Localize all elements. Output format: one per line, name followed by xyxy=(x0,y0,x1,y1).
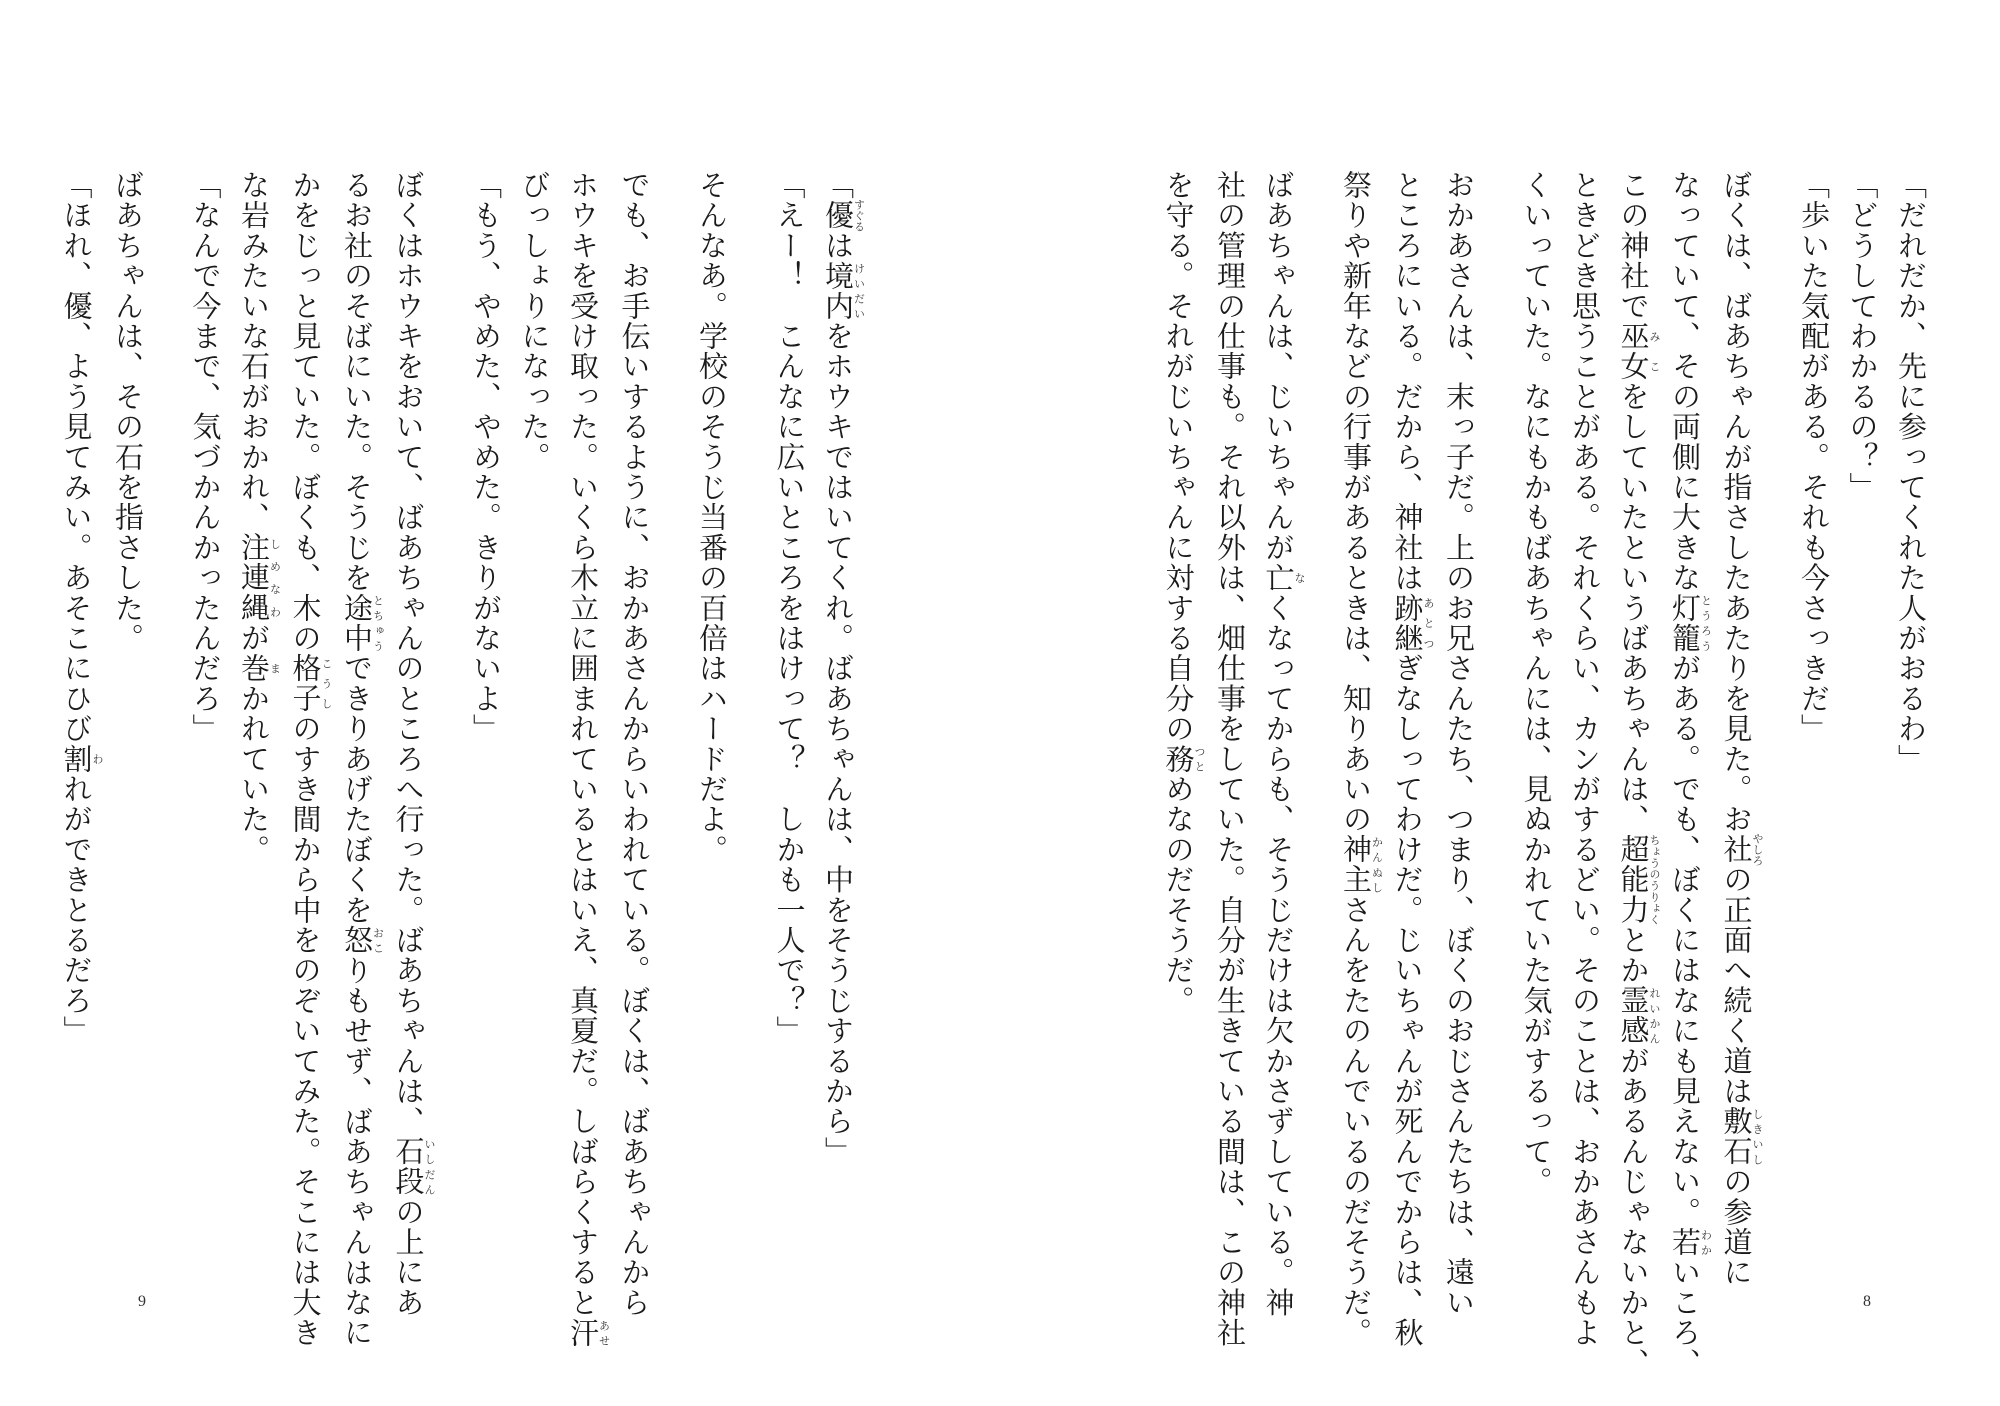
text-run: は xyxy=(821,230,855,261)
text-run: 「もう、やめた、やめた。きりがないよ」 xyxy=(469,170,503,744)
text-line xyxy=(1561,170,1610,1348)
ruby-base: 灯籠 xyxy=(1668,592,1702,654)
text-run: できりあげたぼくを xyxy=(340,653,374,926)
text-run: ばあちゃんは、その石を指さした。 xyxy=(111,170,145,654)
text-line xyxy=(1154,170,1206,1016)
text-line xyxy=(104,170,182,970)
text-line xyxy=(765,170,814,1046)
ruby-base: 注連縄 xyxy=(237,532,271,624)
ruby-word xyxy=(821,198,866,232)
text-run: の上にあ xyxy=(391,1196,426,1318)
text-run: がある。でも、ぼくにはなにも見えない。 xyxy=(1668,653,1702,1228)
ruby-word xyxy=(237,653,282,684)
text-run: 「ほれ、優、よう見てみい。あそこにひび xyxy=(59,170,94,744)
ruby-base: 途中 xyxy=(340,592,374,654)
text-line xyxy=(1512,170,1561,1197)
ruby-word xyxy=(1719,833,1764,867)
ruby-word xyxy=(1261,562,1306,593)
ruby-base: 敷石 xyxy=(1719,1106,1754,1167)
ruby-reading: おこ xyxy=(371,925,385,956)
ruby-base: 汗 xyxy=(566,1317,600,1348)
text-run: の正面へ続く道は xyxy=(1719,864,1754,1107)
ruby-reading: あせ xyxy=(597,1317,611,1348)
text-line xyxy=(688,170,766,970)
ruby-reading: あとつ xyxy=(1422,592,1435,654)
text-run: とか xyxy=(1616,925,1651,986)
text-run: があるんじゃないかと、 xyxy=(1616,1045,1651,1379)
right-page xyxy=(1000,0,2000,1406)
text-run: 「どうしてわかるの？」 xyxy=(1845,170,1880,503)
ruby-base: 社 xyxy=(1719,833,1754,866)
ruby-base: 格子 xyxy=(288,653,323,714)
ruby-word xyxy=(1390,592,1435,654)
text-run: な岩みたいな石がおかれ、 xyxy=(237,170,271,533)
ruby-base: 怒 xyxy=(340,925,374,956)
text-run: を守る。それがじいちゃんに対する自分の xyxy=(1161,170,1196,744)
text-run: ぎなしってわけだ。じいちゃんが死んでからは、秋 xyxy=(1390,653,1425,1348)
ruby-reading: しめなわ xyxy=(268,532,282,623)
ruby-reading: つと xyxy=(1193,743,1206,775)
text-run: いころ、 xyxy=(1668,1257,1702,1379)
ruby-word xyxy=(237,532,282,624)
page-number-right: 8 xyxy=(1863,1293,1871,1310)
ruby-word xyxy=(1339,834,1384,895)
ruby-word xyxy=(59,743,104,775)
ruby-base: 務 xyxy=(1161,743,1196,775)
text-line xyxy=(510,170,559,970)
text-run: の参道に xyxy=(1719,1166,1754,1288)
text-run: びっしょりになった。 xyxy=(517,170,552,472)
text-run: 「歩いた気配がある。それも今さっきだ」 xyxy=(1797,170,1831,744)
ruby-reading: けいだい xyxy=(852,260,866,322)
text-line xyxy=(281,170,333,1348)
ruby-word xyxy=(1616,321,1661,382)
text-line xyxy=(1609,170,1661,1379)
text-run: 「 xyxy=(821,170,855,201)
text-run: ときどき思うことがある。それくらい、カンがするどい。そのことは、おかあさんもよ xyxy=(1568,170,1602,1348)
text-run: ぼくはホウキをおいて、ばあちゃんのところへ行った。ばあちゃんは、 xyxy=(391,170,426,1137)
ruby-word xyxy=(1161,743,1206,775)
text-line xyxy=(1712,170,1790,1288)
text-run: さんをたのんでいるのだそうだ。 xyxy=(1339,894,1373,1348)
ruby-base: 霊感 xyxy=(1616,985,1651,1046)
ruby-reading: わか xyxy=(1699,1227,1713,1258)
text-run: くなってからも、そうじだけは欠かさずしている。神 xyxy=(1261,592,1296,1318)
text-line xyxy=(52,170,104,1046)
ruby-word xyxy=(1616,834,1661,926)
text-line xyxy=(1383,170,1435,1348)
text-run: 祭りや新年などの行事があるときは、知りあいの xyxy=(1339,170,1373,835)
ruby-word xyxy=(1668,1227,1713,1258)
ruby-reading: こうし xyxy=(320,653,333,714)
text-line xyxy=(462,170,511,970)
ruby-word xyxy=(340,592,385,654)
text-line xyxy=(230,170,282,970)
text-line xyxy=(181,170,230,970)
ruby-word xyxy=(1719,1106,1764,1167)
ruby-reading: わ xyxy=(91,743,104,774)
text-line xyxy=(559,170,611,1348)
ruby-base: 超能力 xyxy=(1616,834,1651,926)
text-run: そんなあ。学校のそうじ当番の百倍はハードだよ。 xyxy=(695,170,729,865)
text-run: ぼくは、ばあちゃんが指さしたあたりを見た。お xyxy=(1719,170,1754,835)
ruby-base: 若 xyxy=(1668,1227,1702,1258)
text-line xyxy=(1332,170,1384,1348)
text-run: なっていて、その両側に大きな xyxy=(1668,170,1702,593)
ruby-reading: とちゅう xyxy=(371,592,385,654)
text-line xyxy=(1838,170,1887,970)
text-run: 「だれだか、先に参ってくれた人がおるわ」 xyxy=(1894,170,1928,774)
ruby-reading: ちょうのうりょく xyxy=(1648,834,1661,926)
ruby-base: 巻 xyxy=(237,653,271,684)
right-page-text xyxy=(1154,170,1935,1379)
text-line xyxy=(1887,170,1936,970)
text-run: が xyxy=(237,623,271,654)
ruby-reading: ま xyxy=(268,653,282,684)
ruby-reading: かんぬし xyxy=(1370,834,1384,895)
text-run: くいっていた。なにもかもばあちゃんには、見ぬかれていた気がするって。 xyxy=(1519,170,1554,1197)
text-line xyxy=(1661,170,1713,1379)
text-run: 「えー！ こんなに広いところをはけって？ しかも一人で？」 xyxy=(772,170,807,1046)
ruby-word xyxy=(1668,592,1713,654)
page-number-left: 9 xyxy=(138,1293,146,1310)
ruby-word xyxy=(288,653,333,714)
ruby-reading: いしだん xyxy=(423,1136,436,1197)
ruby-word xyxy=(821,260,866,322)
ruby-reading: みこ xyxy=(1648,321,1661,382)
text-run: この神社で xyxy=(1616,170,1651,321)
ruby-reading: とうろう xyxy=(1699,592,1713,654)
ruby-reading: な xyxy=(1293,562,1306,593)
ruby-reading: やしろ xyxy=(1751,833,1764,867)
text-line xyxy=(1435,170,1513,1318)
ruby-base: 跡継 xyxy=(1390,592,1425,654)
ruby-word xyxy=(340,925,385,956)
text-run: れができとるだろ」 xyxy=(59,774,94,1046)
ruby-word xyxy=(391,1136,436,1197)
text-run: おかあさんは、末っ子だ。上のお兄さんたち、つまり、ぼくのおじさんたちは、遠い xyxy=(1442,170,1476,1318)
text-run: 「なんで今まで、気づかんかったんだろ」 xyxy=(188,170,223,744)
ruby-reading: れいかん xyxy=(1648,985,1661,1046)
text-run: でも、お手伝いするように、おかあさんからいわれている。ぼくは、ばあちゃんから xyxy=(617,170,652,1318)
text-run: のすき間から中をのぞいてみた。そこには大き xyxy=(288,713,323,1348)
text-run: 社の管理の仕事も。それ以外は、畑仕事をしていた。自分が生きている間は、この神社 xyxy=(1213,170,1247,1348)
text-line xyxy=(384,170,462,1318)
text-line xyxy=(1790,170,1839,970)
text-run: をしていたというばあちゃんは、 xyxy=(1616,381,1651,835)
text-line xyxy=(333,170,385,1348)
ruby-word xyxy=(1616,985,1661,1046)
text-run: るお社のそばにいた。そうじを xyxy=(340,170,374,593)
text-run: ところにいる。だから、神社は xyxy=(1390,170,1425,593)
ruby-base: 亡 xyxy=(1261,562,1296,593)
text-run: ばあちゃんは、じいちゃんが xyxy=(1261,170,1296,563)
ruby-reading: すぐる xyxy=(852,198,866,232)
text-run: めなのだそうだ。 xyxy=(1161,774,1196,1016)
text-run: りもせず、ばあちゃんはなに xyxy=(340,955,374,1348)
left-page-text xyxy=(52,170,866,1348)
ruby-base: 優 xyxy=(821,198,855,232)
text-run: をホウキではいてくれ。ばあちゃんは、中をそうじするから」 xyxy=(821,321,855,1167)
ruby-base: 割 xyxy=(59,743,94,775)
text-line xyxy=(610,170,688,1318)
text-run: かをじっと見ていた。ぼくも、木の xyxy=(288,170,323,654)
text-line xyxy=(1254,170,1332,1318)
ruby-reading: しきいし xyxy=(1751,1106,1764,1167)
text-run: かれていた。 xyxy=(237,683,271,865)
ruby-base: 石段 xyxy=(391,1136,426,1197)
ruby-base: 巫女 xyxy=(1616,321,1651,382)
text-line xyxy=(1206,170,1255,1348)
text-line xyxy=(814,170,866,1167)
ruby-base: 境内 xyxy=(821,260,855,322)
ruby-word xyxy=(566,1317,611,1348)
text-run: ホウキを受け取った。いくら木立に囲まれているとはいえ、真夏だ。しばらくすると xyxy=(566,170,600,1318)
ruby-base: 神主 xyxy=(1339,834,1373,895)
